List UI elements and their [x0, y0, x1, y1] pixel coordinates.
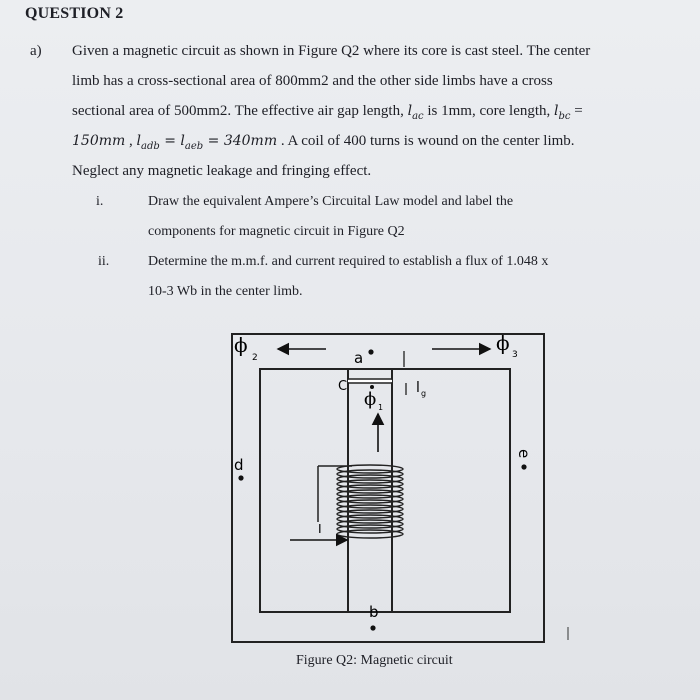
- sub-item-ii-line-1: Determine the m.m.f. and current required to establish a flux of 1.048 x: [148, 254, 549, 269]
- sub-item-ii-line-2: 10-3 Wb in the center limb.: [148, 284, 303, 299]
- intro-line-5: Neglect any magnetic leakage and fringing effect.: [72, 163, 372, 179]
- intro-line-3-text: sectional area of 500mm2. The effective air gap length,: [72, 103, 408, 119]
- phi-1-symbol: ϕ: [364, 389, 377, 410]
- intro-line-2: limb has a cross-sectional area of 800mm2 and the other side limbs have a cross: [72, 73, 553, 89]
- node-b-dot: [370, 625, 375, 630]
- phi-1-subscript: 1: [378, 403, 384, 412]
- gap-length-subscript: g: [421, 389, 427, 398]
- sub-item-i-line-1: Draw the equivalent Ampere’s Circuital Law model and label the: [148, 194, 514, 209]
- symbol-l-bc: $l_{bc}$: [554, 103, 571, 122]
- question-heading: QUESTION 2: [25, 5, 124, 22]
- phi-3-symbol: ϕ: [496, 331, 510, 355]
- node-d-label: d: [234, 456, 244, 474]
- phi-2-subscript: 2: [252, 353, 258, 363]
- symbol-l-adb: $l_{adb}$: [136, 133, 160, 152]
- node-e-label: e: [515, 449, 533, 459]
- node-e-dot: [521, 464, 526, 469]
- intro-line-3: sectional area of 500mm2. The effective air gap length, $l_{ac}$ is 1mm, core length, $l_{bc}$ =: [72, 103, 583, 122]
- node-a-dot: [368, 349, 373, 354]
- coil-winding: [337, 465, 403, 538]
- gap-length-label: l: [416, 380, 420, 396]
- sub-item-label-i: i.: [96, 194, 104, 209]
- node-d-dot: [238, 475, 243, 480]
- current-label: I: [318, 521, 322, 536]
- value-150mm: 150mm: [72, 133, 126, 149]
- node-b-label: b: [369, 603, 379, 621]
- node-a-label: a: [354, 349, 364, 367]
- sub-item-label-ii: ii.: [98, 254, 110, 269]
- part-label: a): [30, 43, 42, 59]
- value-340mm: = 340mm: [203, 133, 278, 149]
- symbol-l-ac: $l_{ac}$: [407, 103, 424, 122]
- phi-2-symbol: ϕ: [234, 333, 248, 357]
- intro-line-4: 150mm , $l_{adb} = l_{aeb} = 340mm$ . A coil of 400 turns is wound on the center limb.: [72, 133, 575, 152]
- node-c-label: C: [338, 379, 348, 394]
- sub-item-i-line-2: components for magnetic circuit in Figure Q2: [148, 224, 405, 239]
- intro-line-1: Given a magnetic circuit as shown in Figure Q2 where its core is cast steel. The center: [72, 43, 591, 59]
- node-c-dot: [370, 385, 374, 389]
- figure-caption: Figure Q2: Magnetic circuit: [296, 653, 453, 668]
- phi-3-subscript: 3: [512, 350, 518, 360]
- symbol-l-aeb: $l_{aeb}$: [180, 133, 204, 152]
